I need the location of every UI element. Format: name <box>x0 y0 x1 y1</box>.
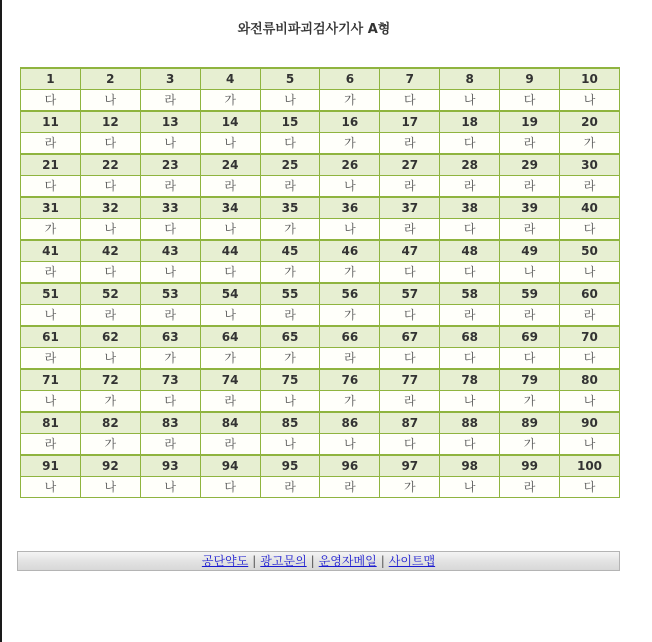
answer-cell: 라 <box>140 176 200 198</box>
answer-cell: 가 <box>320 90 380 112</box>
footer-separator: | <box>310 554 315 568</box>
question-number-cell: 56 <box>320 283 380 305</box>
question-number-cell: 78 <box>440 369 500 391</box>
question-number-cell: 8 <box>440 68 500 90</box>
question-number-cell: 53 <box>140 283 200 305</box>
answer-cell: 다 <box>500 90 560 112</box>
question-number-row <box>21 455 620 477</box>
answer-cell: 다 <box>440 133 500 155</box>
answer-cell: 나 <box>320 434 380 456</box>
question-number-cell: 37 <box>380 197 440 219</box>
question-number-cell: 20 <box>560 111 620 133</box>
answer-cell: 나 <box>200 305 260 327</box>
question-number-cell: 85 <box>260 412 320 434</box>
question-number-cell: 36 <box>320 197 380 219</box>
question-number-cell: 22 <box>80 154 140 176</box>
question-number-cell: 44 <box>200 240 260 262</box>
answer-cell: 가 <box>200 90 260 112</box>
answer-cell: 라 <box>560 176 620 198</box>
answer-cell: 라 <box>200 434 260 456</box>
question-number-cell: 29 <box>500 154 560 176</box>
question-number-cell: 50 <box>560 240 620 262</box>
question-number-cell: 63 <box>140 326 200 348</box>
question-number-cell: 16 <box>320 111 380 133</box>
answer-cell: 나 <box>560 90 620 112</box>
answer-cell: 나 <box>560 434 620 456</box>
question-number-cell: 94 <box>200 455 260 477</box>
question-number-cell: 10 <box>560 68 620 90</box>
answer-cell: 다 <box>80 176 140 198</box>
question-number-cell: 54 <box>200 283 260 305</box>
answer-cell: 라 <box>260 176 320 198</box>
question-number-cell: 21 <box>21 154 81 176</box>
answer-cell: 다 <box>80 133 140 155</box>
page-left-border <box>0 0 2 642</box>
question-number-cell: 64 <box>200 326 260 348</box>
answer-cell: 라 <box>440 176 500 198</box>
answer-cell: 가 <box>140 348 200 370</box>
question-number-cell: 30 <box>560 154 620 176</box>
question-number-cell: 47 <box>380 240 440 262</box>
question-number-cell: 26 <box>320 154 380 176</box>
answer-cell: 다 <box>380 90 440 112</box>
answer-cell: 다 <box>380 348 440 370</box>
question-number-cell: 75 <box>260 369 320 391</box>
question-number-cell: 95 <box>260 455 320 477</box>
question-number-cell: 80 <box>560 369 620 391</box>
answer-cell: 다 <box>440 348 500 370</box>
answer-cell: 가 <box>21 219 81 241</box>
question-number-cell: 88 <box>440 412 500 434</box>
answer-cell: 나 <box>21 391 81 413</box>
answer-row <box>21 391 620 413</box>
footer-link-directions[interactable]: 공단약도 <box>201 554 249 568</box>
answer-cell: 가 <box>320 391 380 413</box>
question-number-cell: 72 <box>80 369 140 391</box>
answer-cell: 가 <box>260 348 320 370</box>
answer-cell: 다 <box>440 434 500 456</box>
question-number-row <box>21 283 620 305</box>
answer-cell: 가 <box>320 133 380 155</box>
footer-links-bar <box>17 551 620 571</box>
question-number-cell: 100 <box>560 455 620 477</box>
question-number-cell: 49 <box>500 240 560 262</box>
answer-cell: 가 <box>80 434 140 456</box>
answer-cell: 나 <box>80 477 140 498</box>
question-number-cell: 12 <box>80 111 140 133</box>
answer-cell: 라 <box>440 305 500 327</box>
footer-separator: | <box>380 554 385 568</box>
question-number-row <box>21 412 620 434</box>
answer-cell: 가 <box>260 262 320 284</box>
answer-cell: 다 <box>140 219 200 241</box>
answer-cell: 가 <box>80 391 140 413</box>
question-number-cell: 90 <box>560 412 620 434</box>
question-number-row <box>21 369 620 391</box>
answer-cell: 라 <box>140 434 200 456</box>
answer-cell: 라 <box>380 219 440 241</box>
answer-cell: 다 <box>560 219 620 241</box>
answer-cell: 라 <box>380 176 440 198</box>
answer-cell: 가 <box>560 133 620 155</box>
question-number-cell: 99 <box>500 455 560 477</box>
question-number-cell: 24 <box>200 154 260 176</box>
question-number-cell: 58 <box>440 283 500 305</box>
answer-cell: 라 <box>80 305 140 327</box>
question-number-cell: 31 <box>21 197 81 219</box>
question-number-cell: 92 <box>80 455 140 477</box>
answer-cell: 라 <box>140 305 200 327</box>
answer-cell: 라 <box>260 305 320 327</box>
question-number-cell: 33 <box>140 197 200 219</box>
answer-cell: 다 <box>80 262 140 284</box>
question-number-row <box>21 154 620 176</box>
answer-cell: 라 <box>21 133 81 155</box>
answer-row <box>21 133 620 155</box>
answer-cell: 다 <box>440 219 500 241</box>
answer-cell: 나 <box>260 391 320 413</box>
answer-cell: 가 <box>200 348 260 370</box>
question-number-cell: 81 <box>21 412 81 434</box>
answer-cell: 나 <box>140 262 200 284</box>
question-number-cell: 97 <box>380 455 440 477</box>
answer-cell: 나 <box>560 391 620 413</box>
question-number-cell: 69 <box>500 326 560 348</box>
question-number-cell: 45 <box>260 240 320 262</box>
answer-cell: 나 <box>440 391 500 413</box>
question-number-cell: 70 <box>560 326 620 348</box>
answer-cell: 라 <box>140 90 200 112</box>
answer-cell: 나 <box>560 262 620 284</box>
question-number-cell: 60 <box>560 283 620 305</box>
answer-cell: 가 <box>260 219 320 241</box>
question-number-cell: 2 <box>80 68 140 90</box>
answer-cell: 나 <box>140 477 200 498</box>
answer-key-table <box>20 67 620 498</box>
answer-cell: 나 <box>320 219 380 241</box>
question-number-cell: 41 <box>21 240 81 262</box>
answer-cell: 나 <box>21 477 81 498</box>
answer-cell: 가 <box>500 434 560 456</box>
answer-cell: 나 <box>80 348 140 370</box>
answer-cell: 라 <box>500 133 560 155</box>
answer-cell: 나 <box>200 133 260 155</box>
answer-cell: 라 <box>560 305 620 327</box>
question-number-cell: 96 <box>320 455 380 477</box>
question-number-cell: 65 <box>260 326 320 348</box>
answer-cell: 라 <box>500 477 560 498</box>
answer-cell: 다 <box>380 305 440 327</box>
answer-cell: 나 <box>500 262 560 284</box>
question-number-row <box>21 197 620 219</box>
question-number-cell: 5 <box>260 68 320 90</box>
answer-cell: 라 <box>260 477 320 498</box>
question-number-cell: 19 <box>500 111 560 133</box>
answer-cell: 라 <box>320 348 380 370</box>
footer-link-advertising[interactable]: 광고문의 <box>260 554 307 568</box>
question-number-row <box>21 111 620 133</box>
answer-row <box>21 348 620 370</box>
question-number-cell: 43 <box>140 240 200 262</box>
answer-cell: 라 <box>200 176 260 198</box>
answer-cell: 나 <box>260 90 320 112</box>
answer-cell: 다 <box>200 262 260 284</box>
answer-cell: 나 <box>260 434 320 456</box>
answer-cell: 라 <box>200 391 260 413</box>
answer-row <box>21 305 620 327</box>
question-number-cell: 82 <box>80 412 140 434</box>
footer-separator: | <box>252 554 257 568</box>
question-number-cell: 15 <box>260 111 320 133</box>
answer-row <box>21 477 620 498</box>
question-number-cell: 71 <box>21 369 81 391</box>
question-number-cell: 25 <box>260 154 320 176</box>
question-number-cell: 18 <box>440 111 500 133</box>
question-number-cell: 86 <box>320 412 380 434</box>
question-number-cell: 7 <box>380 68 440 90</box>
answer-cell: 나 <box>80 219 140 241</box>
question-number-cell: 55 <box>260 283 320 305</box>
question-number-cell: 32 <box>80 197 140 219</box>
answer-cell: 다 <box>140 391 200 413</box>
answer-key-body <box>21 68 620 498</box>
question-number-cell: 74 <box>200 369 260 391</box>
answer-cell: 나 <box>21 305 81 327</box>
question-number-cell: 38 <box>440 197 500 219</box>
question-number-cell: 23 <box>140 154 200 176</box>
answer-cell: 가 <box>380 477 440 498</box>
question-number-cell: 79 <box>500 369 560 391</box>
answer-cell: 라 <box>500 219 560 241</box>
answer-cell: 라 <box>21 434 81 456</box>
answer-cell: 나 <box>440 477 500 498</box>
answer-cell: 가 <box>320 305 380 327</box>
question-number-cell: 62 <box>80 326 140 348</box>
question-number-cell: 35 <box>260 197 320 219</box>
question-number-cell: 6 <box>320 68 380 90</box>
answer-cell: 라 <box>500 305 560 327</box>
answer-row <box>21 176 620 198</box>
question-number-cell: 27 <box>380 154 440 176</box>
question-number-row <box>21 326 620 348</box>
question-number-cell: 11 <box>21 111 81 133</box>
question-number-cell: 51 <box>21 283 81 305</box>
question-number-cell: 28 <box>440 154 500 176</box>
question-number-cell: 40 <box>560 197 620 219</box>
answer-cell: 나 <box>80 90 140 112</box>
answer-row <box>21 434 620 456</box>
answer-cell: 다 <box>260 133 320 155</box>
question-number-cell: 4 <box>200 68 260 90</box>
question-number-cell: 39 <box>500 197 560 219</box>
answer-cell: 나 <box>320 176 380 198</box>
question-number-row <box>21 68 620 90</box>
question-number-cell: 87 <box>380 412 440 434</box>
answer-cell: 다 <box>380 434 440 456</box>
question-number-cell: 66 <box>320 326 380 348</box>
answer-cell: 다 <box>500 348 560 370</box>
question-number-cell: 57 <box>380 283 440 305</box>
answer-cell: 다 <box>21 176 81 198</box>
question-number-cell: 14 <box>200 111 260 133</box>
question-number-cell: 42 <box>80 240 140 262</box>
question-number-cell: 89 <box>500 412 560 434</box>
question-number-cell: 13 <box>140 111 200 133</box>
answer-cell: 나 <box>140 133 200 155</box>
question-number-cell: 84 <box>200 412 260 434</box>
question-number-cell: 83 <box>140 412 200 434</box>
question-number-cell: 34 <box>200 197 260 219</box>
question-number-cell: 98 <box>440 455 500 477</box>
answer-cell: 다 <box>200 477 260 498</box>
question-number-cell: 48 <box>440 240 500 262</box>
question-number-cell: 3 <box>140 68 200 90</box>
answer-cell: 라 <box>380 133 440 155</box>
question-number-cell: 17 <box>380 111 440 133</box>
answer-row <box>21 262 620 284</box>
footer-link-sitemap[interactable]: 사이트맵 <box>388 554 436 568</box>
answer-cell: 라 <box>320 477 380 498</box>
question-number-cell: 52 <box>80 283 140 305</box>
page-title: 와전류비파괴검사기사 A형 <box>237 22 391 37</box>
answer-cell: 나 <box>200 219 260 241</box>
answer-cell: 라 <box>21 348 81 370</box>
answer-cell: 가 <box>500 391 560 413</box>
answer-cell: 다 <box>440 262 500 284</box>
question-number-cell: 61 <box>21 326 81 348</box>
question-number-cell: 1 <box>21 68 81 90</box>
answer-cell: 나 <box>440 90 500 112</box>
question-number-cell: 46 <box>320 240 380 262</box>
answer-row <box>21 90 620 112</box>
question-number-cell: 59 <box>500 283 560 305</box>
answer-cell: 다 <box>560 348 620 370</box>
answer-cell: 다 <box>380 262 440 284</box>
question-number-cell: 93 <box>140 455 200 477</box>
question-number-cell: 68 <box>440 326 500 348</box>
footer-link-admin-email[interactable]: 운영자메일 <box>318 554 377 568</box>
question-number-cell: 9 <box>500 68 560 90</box>
question-number-cell: 77 <box>380 369 440 391</box>
question-number-cell: 76 <box>320 369 380 391</box>
question-number-row <box>21 240 620 262</box>
answer-cell: 라 <box>500 176 560 198</box>
answer-cell: 가 <box>320 262 380 284</box>
answer-cell: 라 <box>380 391 440 413</box>
answer-row <box>21 219 620 241</box>
question-number-cell: 91 <box>21 455 81 477</box>
answer-cell: 라 <box>21 262 81 284</box>
question-number-cell: 73 <box>140 369 200 391</box>
question-number-cell: 67 <box>380 326 440 348</box>
answer-cell: 다 <box>21 90 81 112</box>
answer-cell: 다 <box>560 477 620 498</box>
